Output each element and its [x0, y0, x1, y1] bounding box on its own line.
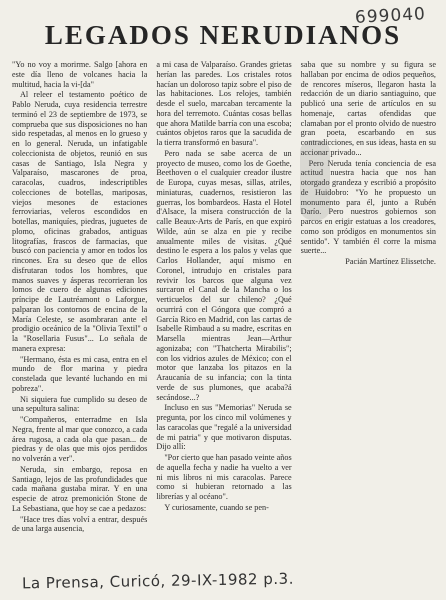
article-body [12, 60, 436, 568]
column-2 [156, 60, 291, 568]
quote: "Hermano, ésta es mi casa, entra en el mundo de flor marina y piedra constelada que levanté luchando en mi pobreza". [12, 354, 148, 393]
epigraph: "Yo no voy a morirme. Salgo [ahora en este día lleno de volcanes hacia la multitud, hacia la vi-[da" [12, 60, 148, 89]
column-1 [12, 60, 147, 568]
quote: "Hace tres días volví a entrar, después de una larga ausencia, [12, 514, 148, 534]
paragraph: Pero Neruda tenía conciencia de esa actitud nuestra hacia que nos han otorgado grandeza y escribió a propósito de Huidobro: "Yo he propuesto un monumento para él, junto a Rubén Darío. Pero nuestros gobiernos son parcos en erigir estatuas a los creadores, como son pródigos en monumentos sin sentido". Y también él corre la misma suerte... [300, 158, 436, 256]
paragraph: a mi casa de Valparaíso. Grandes grietas herían las paredes. Los cristales rotos hacían un doloroso tapiz sobre el piso de las habitaciones. Los relojes, también desde el suelo, marcaban tercamente la hora del terremoto. Cuántas cosas bellas que ahora Matilde barría con una escoba; cuántos objetos raros que la sacudida de la tierra transformó en basura". [156, 60, 292, 147]
paragraph: Neruda, sin embargo, reposa en Santiago, lejos de las profundidades que cada mañana gustaba mirar. Y en una especie de atroz premonición Stone de La Sebastiana, que hoy se cae a pedazos: [12, 464, 148, 513]
paragraph: saba que su nombre y su figura se hallaban por encima de odios pequeños, de rencores míseros, llegaron hasta la redacción de un diario santiaguino, que publicó una serie de artículos en su homenaje, cartas ofendidas que clamaban por el pronto olvido de nuestro gran poeta, escarbando en sus contradicciones, en sus ideas, hasta en su accionar privado... [300, 60, 436, 157]
ink-stain [300, 140, 330, 220]
article-title: LEGADOS NERUDIANOS [44, 20, 402, 50]
quote: "Por cierto que han pasado veinte años de aquella fecha y nadie ha vuelto a ver ni mis libros ni mis caracolas. Parece como si hubieran retornado a las librerías y al océano". [156, 453, 292, 501]
handwritten-archive-number: 699040 [354, 4, 427, 28]
handwritten-source-note: La Prensa, Curicó, 29-IX-1982 p.3. [21, 569, 295, 593]
paragraph: Incluso en sus "Memorias" Neruda se pregunta, por los cinco mil volúmenes y las caracolas que "regalé a la universidad de mi patria" y que motivaron disputas. Dijo allí: [156, 403, 292, 452]
paragraph: Y curiosamente, cuando se pen- [164, 502, 269, 512]
column-3 [301, 60, 436, 568]
paragraph: Ni siquiera fue cumplido su deseo de una sepultura salina: [12, 394, 148, 414]
author-signature: Pacián Martínez Elissetche. [345, 257, 436, 266]
quote: "Compañeros, enterradme en Isla Negra, frente al mar que conozco, a cada área rugosa, a cada ola que pasan... de piedras y de olas que mis ojos perdidos no volverán a ver". [12, 415, 148, 463]
paragraph: Al releer el testamento poético de Pablo Neruda, cuya residencia terrestre terminó el 23 de septiembre de 1973, se comprueba que sus disposiciones no han sido respetadas, al menos en lo grueso y en lo general. Neruda, un infatigable coleccionista de objetos, reunió en sus casas de Santiago, Isla Negra y Valparaíso, mascarones de proa, caracolas, cuadros, indescriptibles colecciones de botellas, mariposas, viejos mesones de estaciones ferroviarias, veleros escondidos en botellas, maniquíes, piedras, juguetes de plomo, oficinas grabados, antiguas litografías, frascos de farmacias, que buscó con paciencia y amor en todos los rincones. Era su deseo que de ellos disfrutaran todos los hombres, que manos suaves y ásperas recorrieran los lomos de cuero de algunas ediciones príncipe de Lautréamont o Laforgue, palparan los contornos de encina de la María Celeste, se asombraran ante el prodigio oceánico de la "Olivia Textil" o la "Rosellaria Fusus"... Lo señala de manera expresa: [12, 90, 148, 353]
paragraph: Pero nada se sabe acerca de un proyecto de museo, como los de Goethe, Beethoven o el cualquier creador ilustre de Europa, cuyas mesas, sillas, atriles, miniaturas, cuadernos, resistieron las guerras, los bombardeos. Hasta el Hotel d'Alsace, la misera construcción de la calle Beaux-Arts de París, en que expiró Wilde, aún se alza en pie y recibe anualmente miles de visitas. ¿Qué destino le espera a los palos y velas que Carlos Hollander, aquí mismo en Coronel, intrudujo en cristales para revivir los barcos que alguna vez surcaron el Canal de la Mancha o los verticuelos del sur chileno? ¿Qué ocurrirá con el Góngora que compró a García Rico en Madrid, con las cartas de Isabelle Rimbaud a su madre, escritas en Marsella mientras Jean—Arthur agonizaba; con "Thatcherta Mirabilis"; con los vidrios azules de México; con el motor que lanzaba los pitazos en la Araucanía de su infancia; con la tinta verde de sus plumones, que acaba?á secándose...? [156, 148, 292, 402]
